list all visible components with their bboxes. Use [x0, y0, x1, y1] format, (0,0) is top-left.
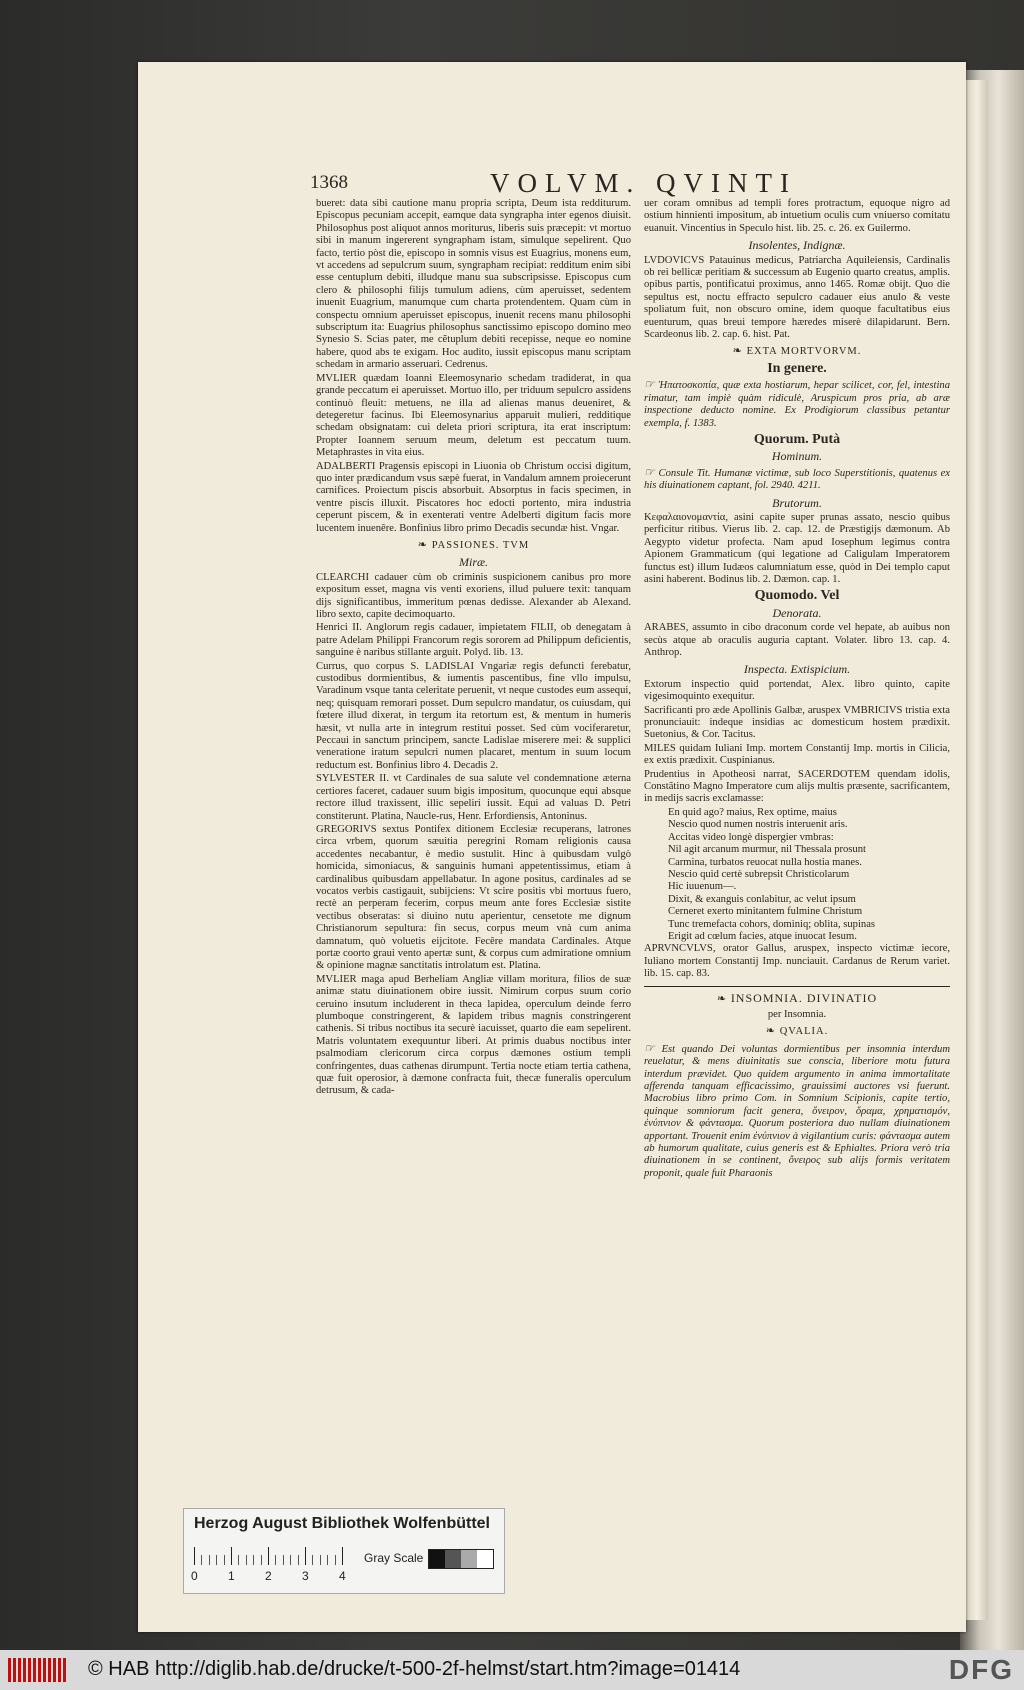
divider — [644, 986, 950, 987]
fleuron-icon: ❧ — [417, 538, 432, 551]
section-heading: ❧ INSOMNIA. DIVINATIO — [716, 990, 878, 1005]
verse-line: Tunc tremefacta cohors, dominiq; oblita, supinas — [668, 918, 876, 930]
verse-line: Carmina, turbatos reuocat nulla hostia manes. — [668, 856, 862, 868]
dfg-logo: DFG — [948, 1654, 1014, 1685]
source-url-link[interactable]: © HAB http://diglib.hab.de/drucke/t-500-2f-helmst/start.htm?image=01414 — [88, 1658, 741, 1680]
heading: Quomodo. Vel — [754, 588, 840, 604]
page-number: 1368 — [310, 172, 348, 193]
paragraph: Sacrificanti pro æde Apollinis Galbæ, aruspex VMBRICIVS tristia exta pronunciauit: indeque insidias ac domesticum hostem prædixit. Suetonius, & Cor. Tacitus. — [644, 704, 950, 741]
cross-reference-note: ☞ Consule Tit. Humanæ victimæ, sub loco Superstitionis, quatenus ex his diuinationem captant, fol. 2940. 4211. — [644, 464, 950, 492]
fleuron-icon: ❧ — [765, 1025, 780, 1038]
verse-line: Nescio quid certè subrepsit Christicolarum — [668, 868, 850, 880]
heading: Quorum. Putà — [753, 431, 841, 447]
right-column — [644, 198, 950, 1181]
paragraph: LVDOVICVS Patauinus medicus, Patriarcha Aquileiensis, Cardinalis ob rei bellicæ peritiam & successum ab Eugenio quarto creatus, amplis. opibus partis, pontificatui proximus, anno 1465. Romæ obijt. Quo die sepultus est, noctu effracto sepulcro cadauer eius anulo & veste spoliatum fuit, non obscuro omine, idem quoque facultatibus eius euenturum, quas breui tempore hæredes miserè dilapidarunt. Bern. Scardeonus lib. 2. cap. 6. hist. Pat. — [644, 254, 950, 341]
verse-line: Hic iuuenum—. — [668, 881, 737, 893]
paragraph: MVLIER maga apud Berheliam Angliæ villam moritura, filios de suæ animæ statu diuinationem obire iussit. Nimirum corpus suum corio ceruino insutum includerent in theca lapidea, operculum deinde ferro plumboque constringerent, & lapidem tribus magnis constringerent cathenis. Si tribus noctibus ita securè iacuisset, quarto die eam sepelirent. Matris voluntatem exequuntur liberi. At primis duabus noctibus inter psalmodiam clericorum circa corpus dæmones ostium templi confringentes, duas cathenas dirumpunt. Tertia nocte etiam tertia cathena, quæ fuit operosior, à dæmone confracta fuit, thecæ funeralis operculum detrusum, & cada- — [316, 973, 631, 1097]
page-header — [310, 168, 950, 198]
grayscale-swatches — [428, 1549, 494, 1569]
left-column — [316, 198, 631, 1099]
heading: In genere. — [767, 360, 827, 376]
paragraph: bueret: data sibi cautione manu propria scripta, Deum ista redditurum. Episcopus pecuniam accepit, eamque data syngrapha inter egenos diuisit. Philosophus post aliquot annos moriturus, liberis suis præcepit: vt mortuo sibi in manum ingererent syngrapham istam, simulque sepelirent. Quo facto, tertio pòst die, episcopo in somnis visus est Euagrius, monens eum, vt accedens ad sepulcrum suum, syngrapham recipiat: redditum enim sibi esse centuplum debiti, illudque manu sua subscripsisse. Episcopus cum clero & philosophi filijs tumulum adiens, cùm aperuisset, sedentem inuenit Euagrium, manumque cum charta protendentem. Quam cùm in conspectu omnium aperuisset episcopus, inuenit recens manu philosophi subscriptum ita: Euagrius philosophus sanctissimo episcopo domino meo Synesio S. Scias pater, me cẽtuplum debiti recepisse, neque eo nomine habere, quod abs te exigam. Hoc audito, iussit episcopus manu scriptam schedam in armario asseruari. Cedrenus. — [316, 198, 631, 371]
cross-reference-note: ☞ Est quando Dei voluntas dormientibus per insomnia interdum reuelatur, & mens diuinitatis sue conscia, liberiore motu futura interdum prævidet. Quo quidem argumento in anima immortalitate afferenda tanquam efficacissimo, grauissimi auctores vsi fuerunt. Macrobius libro primo Com. in Somnium Scipionis, capite tertio, quinque somniorum facit genera, ὄνειρον, ὅραμα, χρηματισμόν, ἐνύπνιον & φάντασμα. Quorum posteriora duo nullam diuinationem apportant. Trouenit enim ἐνύπνιον à vigilantium curis: φάντασμα autem ab humorum qualitate, cuius generis est & Ephialtes. Priora verò tria diuinationem in se continent, ὄνειρος sub alijs formis veritatem proponit, quale fuit Pharaonis — [644, 1040, 950, 1179]
section-heading: ❧ PASSIONES. TVM — [417, 538, 530, 551]
section-subheading: Miræ. — [458, 555, 488, 570]
verse-line: En quid ago? maius, Rex optime, maius — [668, 806, 837, 818]
verse-line: Nescio quod numen nostris interuenit aris. — [668, 819, 848, 831]
section-subheading: per Insomnia. — [767, 1008, 827, 1020]
subheading: Insolentes, Indignæ. — [748, 238, 846, 253]
paragraph: Prudentius in Apotheosi narrat, SACERDOTEM quendam idolis, Constãtino Magno Imperatore cum alijs multis præsente, sacrificantem, in medijs sacris exclamasse: — [644, 768, 950, 805]
subheading: Hominum. — [771, 449, 823, 464]
page-edge — [966, 80, 988, 1620]
paragraph: Κεφαλαιονομαντία, asini capite super prunas assato, nescio quibus perficitur ritibus. Vierus lib. 2. cap. 12. de Præstigijs dæmonum. Ab Aegypto videtur profecta. Nam apud Iosephum legimus contra Apionem Grammaticum (qui legatione ad Caligulam Imperatorem functus est) illum Iudæos calumniatum esse, quòd in Dei templo caput asini haberent. Bodinus lib. 2. Dæmon. cap. 1. — [644, 511, 950, 585]
paragraph: ARABES, assumto in cibo draconum corde vel hepate, ab auibus non secùs atque ab oraculis auguria captant. Volater. libro 13. cap. 4. Anthrop. — [644, 622, 950, 658]
paragraph: MILES quidam Iuliani Imp. mortem Constantij Imp. mortis in Cilicia, ex extis prædixit. Cuspinianus. — [644, 742, 950, 767]
paragraph: Currus, quo corpus S. LADISLAI Vngariæ regis defuncti ferebatur, custodibus dormientibus, & iumentis pascentibus, fine vllo impulsu, Varadinum vsque tanta celeritate peruenit, vt neque custodes eum assequi, neq; quisquam remorari posset. Dum sepulcro mandatur, os cuiusdam, qui fœtere illud dixerat, in tergum ita retortum est, & mentum in humeris hæsit, vt nulla arte in integrum restitui posset. Sed cùm vociferaretur, Peccaui in sanctum principem, sancte Ladislae miserere mei: & supplici veneratione iratum sepulcri numen placaret, mentum in suum locum reductum est. Bonfinius libro 4. Decadis 2. — [316, 660, 631, 771]
subheading: Inspecta. Extispicium. — [743, 662, 851, 677]
pointing-hand-icon: ☞ — [644, 464, 659, 479]
subheading: Denorata. — [772, 605, 822, 620]
grayscale-label: Gray Scale — [364, 1551, 424, 1565]
hab-logo-icon — [8, 1658, 68, 1682]
scale-ruler — [194, 1547, 344, 1565]
fleuron-icon: ❧ — [716, 992, 731, 1005]
paragraph: APRVNCVLVS, orator Gallus, aruspex, inspecto victimæ iecore, Iuliano mortem Constantij Imp. nunciauit. Cardanus de Rerum variet. lib. 15. cap. 83. — [644, 943, 950, 980]
subheading: Brutorum. — [772, 495, 822, 510]
verse-line: Cerneret exerto minitantem fulmine Christum — [668, 906, 863, 918]
section-heading: ❧ EXTA MORTVORVM. — [732, 345, 862, 358]
library-calibration-label: Herzog August Bibliothek Wolfenbüttel 0 1 2 3 4 Gray Scale — [183, 1508, 505, 1594]
paragraph: uer coram omnibus ad templi fores protractum, equoque nigro ad ostium hinnienti impositum, ab intuetium oculis cum vniuerso comitatu euanuit. Vincentius in Speculo hist. lib. 25. c. 26. ex Guilermo. — [644, 198, 950, 234]
pointing-hand-icon: ☞ — [644, 377, 659, 392]
running-head: VOLVM. QVINTI — [490, 168, 797, 198]
paragraph: Extorum inspectio quid portendat, Alex. libro quinto, capite vigesimoquinto exequitur. — [644, 678, 950, 703]
fleuron-icon: ❧ — [732, 345, 747, 358]
cross-reference-note: ☞ Ἡπατοσκοπία, quæ exta hostiarum, hepar scilicet, cor, fel, intestina rimatur, tam impiè quàm ridiculè, Aruspicum pros pria, ab aræ inspectione deducto nomine. Ex Prodigiorum classibus petantur exempla, f. 1383. — [644, 377, 950, 429]
verse-line: Nil agit arcanum murmur, nil Thessala prosunt — [668, 844, 866, 856]
verse-line: Accitas video longè dispergier vmbras: — [668, 831, 834, 843]
verse-line: Erigit ad cœlum facies, atque inuocat Iesum. — [668, 930, 857, 942]
paragraph: ADALBERTI Pragensis episcopi in Liuonia ob Christum occisi digitum, quo inter prædicandum vsus sæpè fuerat, in Vandalum amnem proiecerunt carnifices. Proiectum piscis absorbuit. Absorptus in facis specimen, in ventre piscis illuxit. Piscatores hoc edocti portento, mira industria ceperunt piscem, & in exenterati ventre Adelberti digitum facis more lucentem inuenêre. Bonfinius libro primo Decadis secundæ hist. Vngar. — [316, 460, 631, 534]
pointing-hand-icon: ☞ — [644, 1040, 662, 1055]
paragraph: Henrici II. Anglorum regis cadauer, impietatem FILII, ob denegatam à patre Adelam Philippi Francorum regis sororem ad Philippum deficientis, sanguine è naribus stillante arguit. Polyd. lib. 13. — [316, 622, 631, 659]
heading: ❧ QVALIA. — [765, 1025, 829, 1038]
paragraph: CLEARCHI cadauer cùm ob criminis suspicionem canibus pro more expositum esset, magna vis venti exoriens, illud puluere texit: tanquam dijs significantibus, immeritum pœnas dedisse. Alexander ab Alexand. libro sexto, capite decimoquarto. — [316, 571, 631, 620]
paragraph: SYLVESTER II. vt Cardinales de sua salute vel condemnatione æterna certiores faceret, cadauer suum bigis impositum, quocunque equi absque rectore illud traxissent, illic sepeliri iussit. Equi ad valuas D. Petri constiterunt. Platina, Naucle-rus, Henr. Erfordiensis, Antoninus. — [316, 773, 631, 822]
paragraph: MVLIER quædam Ioanni Eleemosynario schedam tradiderat, in qua grande peccatum ei aperuisset. Mortuo illo, per triduum sepulcro assidens continuò fleuit: metuens, ne illa ad alienas manus deueniret, & detegeretur facinus. Ibi Eleemosynarius apparuit mulieri, redditique schedam obsignatam: cui deleta priori scriptura, ita erat inscriptum: Propter Ioannem seruum meum, deletum est peccatum tuum. Metaphrastes in vita eius. — [316, 372, 631, 459]
library-name: Herzog August Bibliothek Wolfenbüttel — [194, 1515, 490, 1532]
viewer-footer — [0, 1650, 1024, 1690]
paragraph: GREGORIVS sextus Pontifex ditionem Ecclesiæ recuperans, latrones circa vrbem, quorum sæuitia peregrini Romam religionis causa accedentes necabantur, è medio sustulit. Hinc à quibusdam vulgò homicida, simoniacus, & sanguinis humani appetentissimus, etiam à cardinalibus quibusdam appellabatur. In agone positus, cardinales ad se vocatos verbis castigauit, subijciens: Vt scire positis vbi mortuus fuero, rectè an perperam fecerim, corpus meum ante fores Ecclesiæ sistite vectibus obseratas: si diuino nutu aperientur, censetote me dignum Christianorum sepultura: fin secus, corpus meum vnà cum anima damnatum, quò voluetis eijcitote. Fecêre mandata Cardinales. Atque portæ coorto graui vento apertæ sunt, & corpus cum admiratione omnium & opinione magnæ sanctitatis introlatum est. Platina. — [316, 823, 631, 972]
verse-line: Dixit, & exanguis conlabitur, ac velut ipsum — [668, 893, 856, 905]
verse-block — [644, 807, 950, 943]
